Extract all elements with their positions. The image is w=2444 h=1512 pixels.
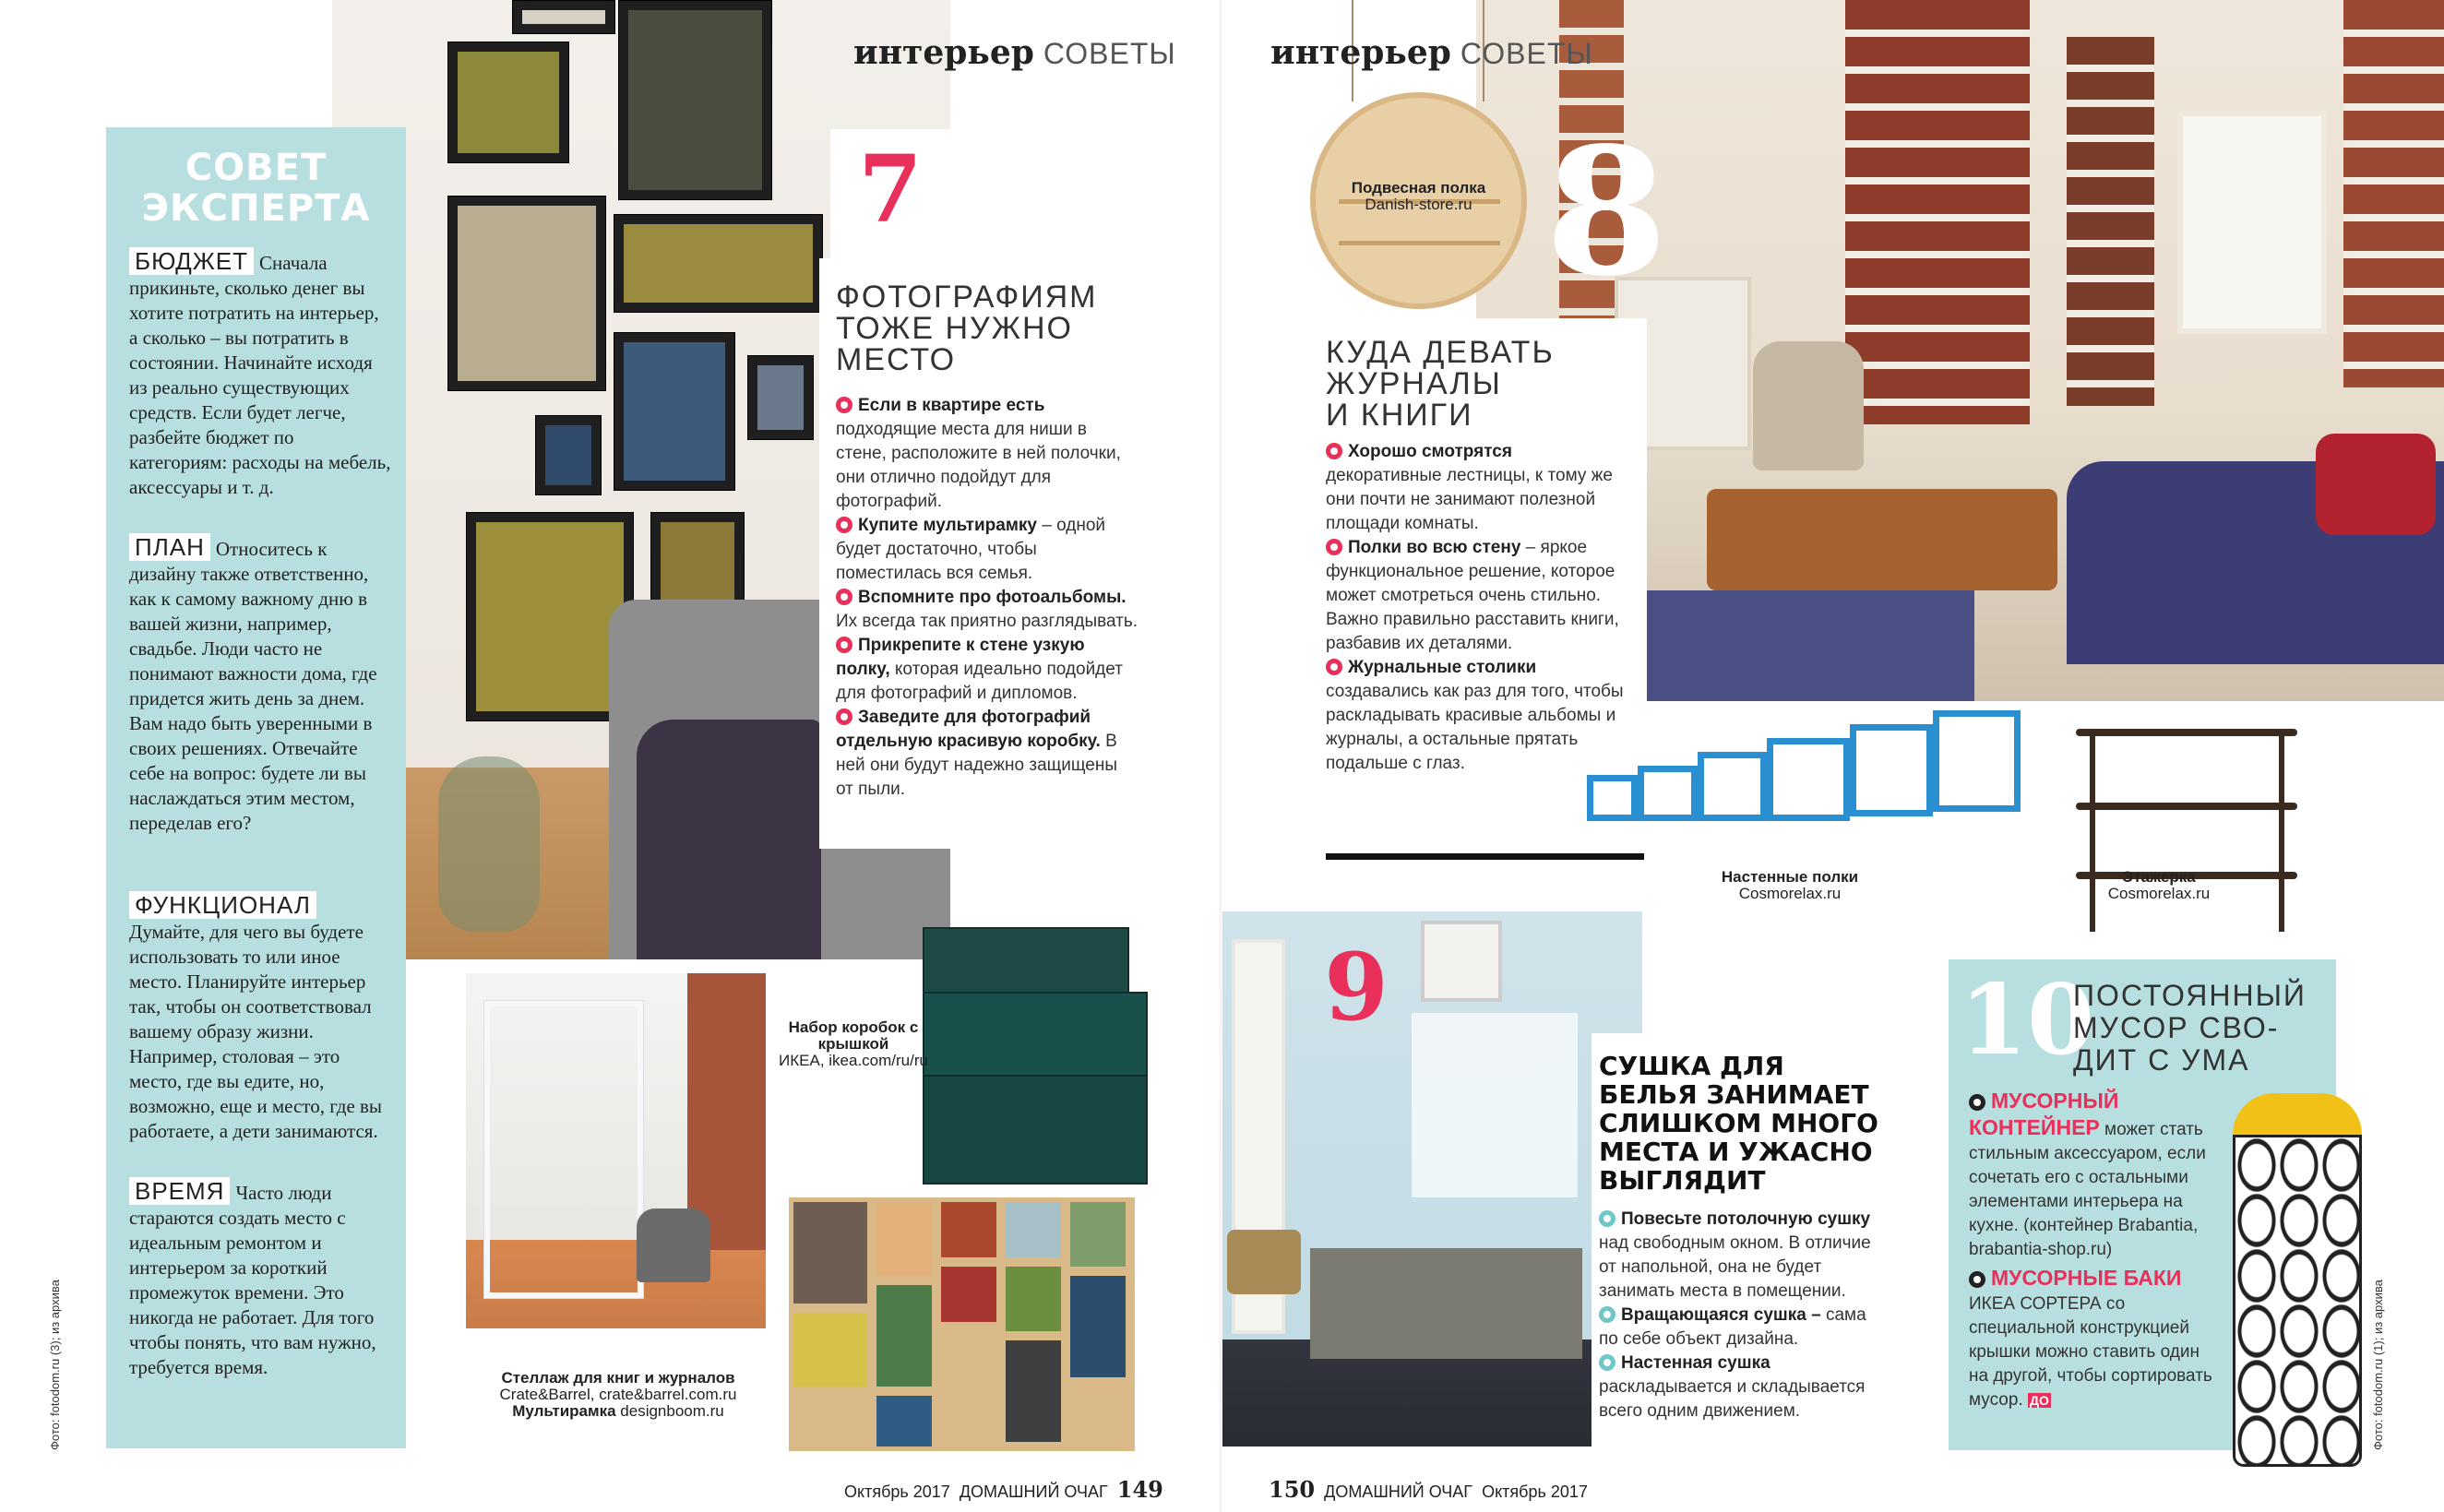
photo-frame [447,196,606,391]
list-item: МУСОРНЫЕ БАКИ ИКЕА СОРТЕРА со специальной конструкцией крышки можно ставить один на другой, чтобы сортировать мусор. ДО [1969,1266,2212,1410]
bookshelf [2343,0,2444,387]
bullet-icon [836,589,852,605]
tip-text: Сначала прикиньте, сколько денег вы хотите потратить на интерьер, а сколько – вы потратить в состоянии. Начинайте исходя из реально существующих средств. Если будет легче, разбейте бюджет по категориям: расходы на мебель, аксессуары и т. д. [129,252,391,498]
section-header-right [1270,33,1593,72]
list-item: Купите мультирамку – одной будет достаточно, чтобы поместилась вся семья. [836,516,1106,583]
red-cushion [2316,434,2436,535]
boxes-title: Набор коробок с крышкой [788,1018,919,1053]
hanging-source: Danish-store.ru [1365,196,1472,213]
title-line: МЕСТО [836,342,957,377]
title-line: ВЫГЛЯДИТ [1599,1165,1766,1196]
title-line: МЕСТА И УЖАСНО [1599,1137,1873,1167]
bullet-icon [1969,1271,1985,1288]
tip-label: ПЛАН [129,533,210,561]
title-line: ТОЖЕ НУЖНО [836,311,1074,346]
section7-list [836,394,1138,802]
list-item: МУСОРНЫЙ КОНТЕЙНЕР может стать стильным аксессуаром, если сочетать его с остальными элементами интерьера на кухне. (контейнер Brabantia, brabantia-shop.ru) [1969,1089,2206,1259]
window [2177,111,2327,334]
laundry-room-photo [1222,911,1642,1447]
photo-frame [614,332,735,491]
footer-magazine: ДОМАШНИЙ ОЧАГ [959,1482,1108,1501]
section9-list [1599,1208,1887,1423]
photo-frame [614,214,823,313]
expert-title [106,148,406,229]
title-line: И КНИГИ [1326,398,1473,433]
tip-text: Относитесь к дизайну также ответственно, как к самому важному дню в вашей жизни, например, свадьбе. Люди часто не понимают важности дома, где придется жить день за днем. Вам надо быть уверенными в своих решениях. Отвечайте себе на вопрос: будете ли вы наслаждаться этим местом, переделав его? [129,538,377,834]
section8-title [1326,337,1647,431]
wall-shelves-caption [1688,869,1891,902]
bullet-icon [1326,443,1342,459]
title-line: СЛИШКОМ МНОГО [1599,1108,1878,1138]
glass-vase [438,756,540,932]
rack-title: Стеллаж для книг и журналов [501,1369,735,1387]
photo-frame [447,42,569,163]
section8-list [1326,440,1628,776]
tip-text: Думайте, для чего вы будете использовать то или иное место. Планируйте интерьер так, чтобы он соответствовал вашему образу жизни. Например, столовая – это место, где вы едите, но, возможно, еще и место, где вы работаете, а дети занимаются. [129,921,383,1142]
section7-title [836,281,1151,375]
bookshelf [2067,37,2154,406]
bullet-icon [836,397,852,413]
section9-number: 9 [1324,933,1389,1042]
tip-budget [129,247,392,500]
section-header-left [853,33,1176,72]
title-line: КУДА ДЕВАТЬ [1326,335,1555,370]
section-word2: СОВЕТЫ [1460,37,1593,70]
hanging-caption [1347,180,1490,213]
section8-number: 8 [1545,109,1668,315]
list-item: Настенная сушка раскладывается и складывается всего одним движением. [1599,1353,1866,1421]
title-line: МУСОР СВО- [2073,1011,2280,1044]
title-line: СУШКА ДЛЯ [1599,1051,1784,1081]
bullet-icon [836,637,852,653]
etazherka-caption [2099,869,2219,902]
section7-number: 7 [858,135,923,244]
expert-title-line2: ЭКСПЕРТА [141,187,371,230]
bullet-icon [1326,539,1342,555]
photo-frame [747,355,814,440]
wall-shelves-photo [1587,710,2021,839]
right-page [1222,0,2444,1512]
rack-caption [466,1370,770,1420]
wall-source: Cosmorelax.ru [1738,885,1842,902]
bullet-icon [1599,1210,1615,1227]
section10-number: 10 [1960,962,2095,1077]
storage-boxes-photo [923,927,1144,1181]
bullet-icon [1599,1306,1615,1323]
multiframe-photo [789,1197,1135,1451]
divider [1326,853,1644,860]
bullet-icon [1969,1094,1985,1111]
hanging-title: Подвесная полка [1351,179,1486,196]
boxes-source: ИКЕА, ikea.com/ru/ru [779,1052,928,1069]
list-item: Повесьте потолочную сушку над свободным окном. В отличие от напольной, она не будет занимать места в помещении. [1599,1209,1871,1301]
section7-number-box [830,129,950,258]
armchair [1753,341,1864,470]
multi-title: Мультирамка [512,1402,616,1420]
list-item: Если в квартире есть подходящие места для ниши в стене, расположите в ней полочки, они отлично подойдут для фотографий. [836,396,1121,511]
section-word1: интерьер [1270,33,1451,72]
bookshelf [1845,0,2030,424]
sofa-blanket [637,720,821,959]
tip-function [129,891,392,1144]
page-number: 150 [1269,1476,1316,1503]
bullet-icon [836,517,852,533]
tip-time [129,1177,392,1380]
section9-number-box [1310,923,1402,1052]
photo-credit-left: Фото: fotodom.ru (3); из архива [48,1280,62,1450]
section9-text-panel [1592,1033,1896,1458]
rack-source: Crate&Barrel, crate&barrel.com.ru [499,1386,737,1403]
photo-frame [618,0,772,200]
section-word2: СОВЕТЫ [1043,37,1176,70]
footer-date: Октябрь 2017 [1482,1482,1588,1501]
bullet-icon [836,708,852,725]
expert-advice-panel [106,127,406,1448]
wall-title: Настенные полки [1721,868,1859,886]
end-mark: ДО [2029,1393,2049,1408]
boxes-caption [775,1019,932,1069]
list-item: Журнальные столики создавались как раз для того, чтобы раскладывать красивые альбомы и журналы, а остальные прятать подальше с глаз. [1326,658,1624,773]
photo-credit-right: Фото: fotodom.ru (1); из архива [2371,1280,2385,1450]
title-line: ФОТОГРАФИЯМ [836,280,1098,315]
photo-frame [535,415,602,495]
list-item: Вспомните про фотоальбомы. Их всегда так приятно разглядывать. [836,588,1139,631]
list-item: Заведите для фотографий отдельную красивую коробку. В ней они будут надежно защищены от пыли. [836,708,1118,799]
footer-left [844,1476,1163,1503]
page-number: 149 [1116,1476,1163,1503]
tip-label: БЮДЖЕТ [129,247,254,275]
footer-right [1269,1476,1588,1503]
title-line: ПОСТОЯННЫЙ [2073,979,2307,1012]
bookshelf-room-photo [466,973,766,1328]
expert-title-line1: СОВЕТ [185,147,328,189]
title-line: ДИТ С УМА [2073,1043,2250,1077]
photo-frame [512,0,615,34]
etazh-source: Cosmorelax.ru [2107,885,2211,902]
tip-label: ВРЕМЯ [129,1177,230,1205]
footer-date: Октябрь 2017 [844,1482,950,1501]
title-line: ЖУРНАЛЫ [1326,366,1502,401]
section10-list [1969,1089,2218,1412]
etazh-title: Этажерка [2122,868,2196,886]
list-item: Вращающаяся сушка – сама по себе объект дизайна. [1599,1305,1866,1349]
bullet-icon [1326,659,1342,675]
tip-label: ФУНКЦИОНАЛ [129,891,316,919]
leather-ottoman [1707,489,2057,590]
section7-text-panel [819,258,1151,849]
multi-source: designboom.ru [620,1402,724,1420]
trash-can-photo [2233,1093,2362,1471]
list-item: Хорошо смотрятся декоративные лестницы, к тому же они почти не занимают полезной площади комнаты. [1326,442,1613,533]
bullet-icon [1599,1354,1615,1371]
list-item: Полки во всю стену – яркое функциональное решение, которое может смотреться очень стильно. Важно правильно расставить книги, разбавив их деталями. [1326,538,1619,653]
list-item: Прикрепите к стене узкую полку, которая идеально подойдет для фотографий и дипломов. [836,636,1123,703]
footer-magazine: ДОМАШНИЙ ОЧАГ [1324,1482,1473,1501]
tip-plan [129,533,392,836]
section9-title [1599,1052,1896,1195]
title-line: БЕЛЬЯ ЗАНИМАЕТ [1599,1079,1869,1110]
tip-text: Часто люди стараются создать место с идеальным ремонтом и интерьером за короткий промежуток времени. Это никогда не работает. Для того чтобы понять, что вам нужно, требуется время. [129,1182,376,1378]
section10-title [2073,980,2307,1077]
section-word1: интерьер [853,33,1034,72]
